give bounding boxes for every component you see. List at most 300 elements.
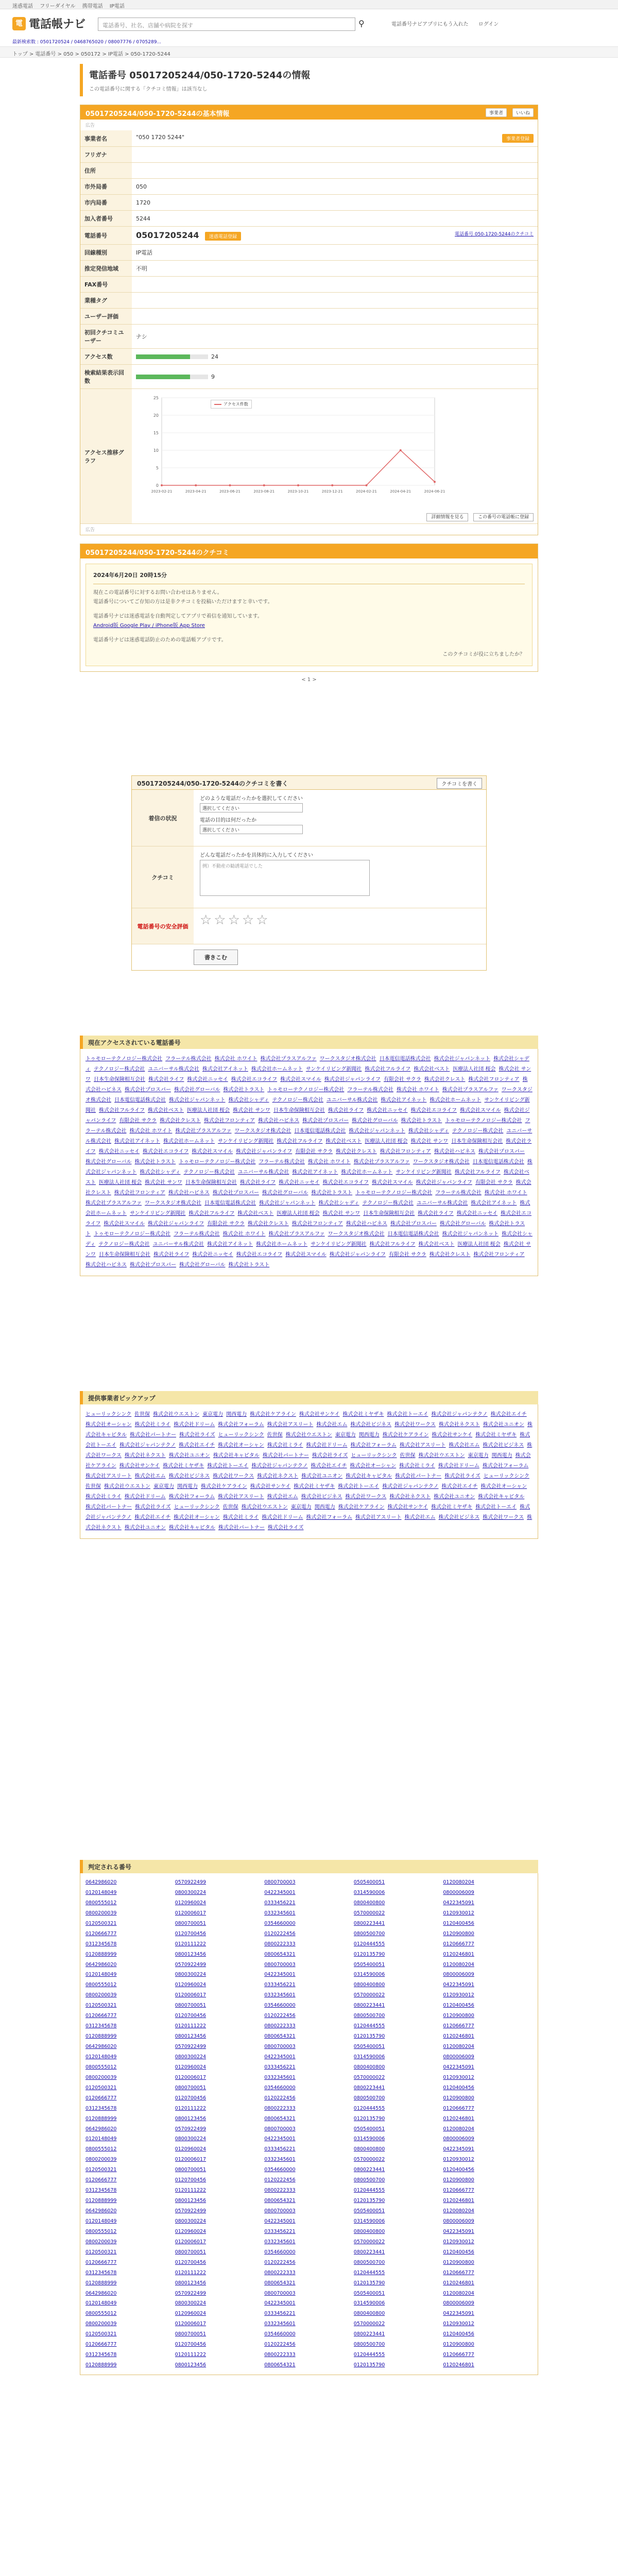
pickup-link[interactable]: 株式会社フォーラム: [350, 1443, 397, 1448]
recent-link[interactable]: 株式会社プロスパー: [478, 1149, 525, 1155]
pickup-link[interactable]: 株式会社ユニオン: [434, 1494, 475, 1500]
pickup-link[interactable]: 株式会社ミヤザキ: [294, 1484, 335, 1489]
recent-link[interactable]: 株式会社フルライフ: [99, 1108, 145, 1113]
checked-number-link[interactable]: 0120246801: [443, 2115, 474, 2122]
recent-link[interactable]: 株式会社プロスパー: [302, 1118, 349, 1124]
recent-link[interactable]: 株式会社ベスト: [85, 1170, 529, 1185]
recent-link[interactable]: 株式会社プラスアルファ: [260, 1056, 317, 1062]
checked-number-link[interactable]: 0120666777: [443, 2105, 474, 2111]
pickup-link[interactable]: ヒューリックシンク: [174, 1504, 220, 1510]
checked-number-link[interactable]: 0314590006: [353, 2054, 385, 2060]
recent-search-strip[interactable]: 最新検索数 : 0501720524 / 0468765020 / 08007776 / 0705289...: [12, 40, 162, 45]
recent-link[interactable]: ワークスタジオ株式会社: [234, 1128, 291, 1134]
pickup-link[interactable]: 株式会社エム: [267, 1494, 298, 1500]
recent-link[interactable]: 株式会社ベスト: [418, 1242, 455, 1247]
pickup-link[interactable]: 株式会社ライズ: [267, 1525, 304, 1531]
recent-link[interactable]: ユニバーサル株式会社: [326, 1097, 378, 1103]
checked-number-link[interactable]: 0505400051: [353, 2208, 385, 2214]
checked-number-link[interactable]: 0332345601: [264, 2074, 296, 2080]
checked-number-link[interactable]: 0642986020: [85, 1879, 117, 1885]
recent-link[interactable]: 有限会社 サクラ: [388, 1252, 426, 1258]
checked-number-link[interactable]: 0800555012: [85, 1900, 117, 1906]
checked-number-link[interactable]: 0422345091: [443, 2311, 474, 2317]
pickup-link[interactable]: 株式会社サンケイ: [432, 1432, 473, 1438]
recent-link[interactable]: 日本電信電話株式会社: [114, 1097, 166, 1103]
pickup-link[interactable]: 株式会社ユニオン: [124, 1525, 166, 1531]
recent-link[interactable]: ユニバーサル株式会社: [148, 1066, 199, 1072]
pickup-link[interactable]: 株式会社ドリーム: [262, 1515, 303, 1520]
recent-link[interactable]: 株式会社スマイル: [104, 1221, 145, 1227]
recent-link[interactable]: 医療法人社団 桜会: [277, 1211, 320, 1216]
recent-link[interactable]: 株式会社エコライフ: [236, 1252, 283, 1258]
pickup-link[interactable]: 株式会社アスリート: [399, 1443, 446, 1448]
recent-link[interactable]: 株式会社プラスアルファ: [268, 1231, 325, 1237]
pickup-link[interactable]: 株式会社ケアライン: [85, 1453, 531, 1469]
checked-number-link[interactable]: 0800006009: [443, 2054, 474, 2060]
checked-number-link[interactable]: 0800700003: [264, 1961, 296, 1968]
recent-link[interactable]: 株式会社フロンティア: [468, 1077, 520, 1082]
checked-number-link[interactable]: 0120500321: [85, 1920, 117, 1926]
checked-number-link[interactable]: 0570000022: [353, 1992, 385, 1998]
recent-link[interactable]: 株式会社ハピネス: [168, 1190, 210, 1196]
pickup-link[interactable]: 佐世保: [222, 1504, 238, 1510]
checked-number-link[interactable]: 0332345601: [264, 2157, 296, 2163]
recent-link[interactable]: 株式会社グローバル: [179, 1262, 226, 1268]
checked-number-link[interactable]: 0312345678: [85, 1941, 117, 1947]
checked-number-link[interactable]: 0800222333: [264, 2105, 296, 2111]
checked-number-link[interactable]: 0120148049: [85, 1889, 117, 1895]
pickup-link[interactable]: 株式会社パートナー: [218, 1525, 265, 1531]
checked-number-link[interactable]: 0800400800: [353, 2146, 385, 2153]
recent-link[interactable]: 株式会社シャディ: [318, 1200, 359, 1206]
pickup-link[interactable]: 株式会社アスリート: [267, 1422, 314, 1428]
checked-number-link[interactable]: 0800200039: [85, 2239, 117, 2245]
detail-button[interactable]: 詳細情報を見る: [426, 513, 468, 521]
checked-number-link[interactable]: 0800400800: [353, 1900, 385, 1906]
recent-link[interactable]: 株式会社 サンワ: [145, 1180, 182, 1185]
checked-number-link[interactable]: 0120400456: [443, 2167, 474, 2173]
checked-number-link[interactable]: 0120500321: [85, 2167, 117, 2173]
recent-link[interactable]: 株式会社ニッセイ: [98, 1149, 140, 1155]
recent-link[interactable]: フラーテル株式会社: [174, 1231, 220, 1237]
checked-number-link[interactable]: 0505400051: [353, 2126, 385, 2132]
recent-link[interactable]: 株式会社ホームネット: [85, 1200, 530, 1216]
recent-link[interactable]: 株式会社ジャパンネット: [169, 1097, 226, 1103]
checked-number-link[interactable]: 0120080204: [443, 1879, 474, 1885]
pickup-link[interactable]: 株式会社キャピタル: [213, 1453, 260, 1459]
checked-number-link[interactable]: 0800200039: [85, 1992, 117, 1998]
pickup-link[interactable]: 株式会社パートナー: [85, 1504, 132, 1510]
checked-number-link[interactable]: 0800222333: [264, 2188, 296, 2194]
checked-number-link[interactable]: 0314590006: [353, 1889, 385, 1895]
checked-number-link[interactable]: 0120888999: [85, 2280, 117, 2286]
recent-link[interactable]: 株式会社フロンティア: [473, 1252, 525, 1258]
checked-number-link[interactable]: 0800700003: [264, 2208, 296, 2214]
checked-number-link[interactable]: 0332345601: [264, 2321, 296, 2327]
checked-number-link[interactable]: 0312345678: [85, 2269, 117, 2276]
checked-number-link[interactable]: 0505400051: [353, 2044, 385, 2049]
checked-number-link[interactable]: 0800500700: [353, 2095, 385, 2101]
checked-number-link[interactable]: 0120666777: [85, 2259, 117, 2265]
pickup-link[interactable]: 株式会社ユニオン: [483, 1422, 524, 1428]
checked-number-link[interactable]: 0314590006: [353, 2218, 385, 2224]
pickup-link[interactable]: 株式会社オーシャン: [85, 1422, 132, 1428]
recent-link[interactable]: 株式会社スマイル: [372, 1180, 413, 1185]
pickup-link[interactable]: 株式会社ライズ: [135, 1504, 171, 1510]
checked-number-link[interactable]: 0800222333: [264, 1941, 296, 1947]
recent-link[interactable]: 株式会社トラスト: [85, 1221, 525, 1237]
pickup-link[interactable]: 株式会社ミライ: [222, 1515, 259, 1520]
checked-number-link[interactable]: 0120006017: [175, 2239, 207, 2245]
checked-number-link[interactable]: 0800400800: [353, 2228, 385, 2234]
pickup-link[interactable]: 株式会社ワークス: [345, 1494, 387, 1500]
recent-link[interactable]: 株式会社アイネット: [207, 1242, 253, 1247]
review-textarea[interactable]: 例）不動産の勧誘電話でした: [200, 860, 370, 896]
helpful-prompt[interactable]: このクチコミが役に立ちましたか？: [442, 651, 525, 657]
pickup-link[interactable]: 株式会社ジャパンテクノ: [431, 1412, 488, 1417]
recent-link[interactable]: 株式会社ライフ: [418, 1211, 454, 1216]
checked-number-link[interactable]: 0120960024: [175, 2146, 207, 2153]
checked-number-link[interactable]: 0120222456: [264, 2177, 296, 2183]
recent-link[interactable]: 日本生命保険相互会社: [363, 1211, 415, 1216]
recent-link[interactable]: サンケイリビング新聞社: [305, 1066, 362, 1072]
checked-number-link[interactable]: 0120930012: [443, 1910, 474, 1916]
pickup-link[interactable]: 株式会社オーシャン: [480, 1484, 527, 1489]
recent-link[interactable]: 株式会社スマイル: [460, 1108, 501, 1113]
checked-number-link[interactable]: 0333456221: [264, 1900, 296, 1906]
recent-link[interactable]: 日本生命保険相互会社: [273, 1108, 325, 1113]
checked-number-link[interactable]: 0800654321: [264, 2198, 296, 2204]
pickup-link[interactable]: 株式会社ネクスト: [389, 1494, 431, 1500]
checked-number-link[interactable]: 0422345091: [443, 2228, 474, 2234]
checked-number-link[interactable]: 0800700051: [175, 2003, 207, 2009]
checked-number-link[interactable]: 0120666777: [443, 2269, 474, 2276]
recent-link[interactable]: 株式会社プラスアルファ: [175, 1128, 232, 1134]
recent-link[interactable]: 株式会社トラスト: [311, 1190, 353, 1196]
checked-number-link[interactable]: 0505400051: [353, 1961, 385, 1968]
pickup-link[interactable]: 株式会社ネクスト: [85, 1515, 533, 1531]
checked-number-link[interactable]: 0120700456: [175, 1930, 207, 1937]
checked-number-link[interactable]: 0120222456: [264, 2342, 296, 2348]
pickup-link[interactable]: 株式会社ユニオン: [301, 1473, 343, 1479]
pickup-link[interactable]: 株式会社パートナー: [130, 1432, 176, 1438]
recent-link[interactable]: テクノロジー株式会社: [94, 1066, 145, 1072]
checked-number-link[interactable]: 0800654321: [264, 2362, 296, 2368]
recent-link[interactable]: 株式会社ジャパンライフ: [416, 1180, 472, 1185]
checked-number-link[interactable]: 0354660000: [264, 2249, 296, 2255]
pickup-link[interactable]: 株式会社エイチ: [311, 1463, 347, 1469]
recent-link[interactable]: テクノロジー株式会社: [183, 1170, 235, 1175]
recent-link[interactable]: ユニバーサル株式会社: [416, 1200, 468, 1206]
pickup-link[interactable]: 株式会社ケアライン: [250, 1412, 296, 1417]
checked-number-link[interactable]: 0120888999: [85, 2362, 117, 2368]
checked-number-link[interactable]: 0422345091: [443, 2064, 474, 2070]
checked-number-link[interactable]: 0120148049: [85, 1972, 117, 1978]
checked-number-link[interactable]: 0800200039: [85, 2157, 117, 2163]
recent-link[interactable]: 有限会社 サクラ: [119, 1118, 157, 1124]
checked-number-link[interactable]: 0312345678: [85, 2023, 117, 2029]
checked-number-link[interactable]: 0120222456: [264, 2095, 296, 2101]
pager[interactable]: < 1 >: [301, 676, 317, 683]
recent-link[interactable]: 株式会社フロンティア: [291, 1221, 343, 1227]
checked-number-link[interactable]: 0570000022: [353, 1910, 385, 1916]
recent-link[interactable]: 株式会社シャディ: [140, 1170, 181, 1175]
checked-number-link[interactable]: 0800654321: [264, 2280, 296, 2286]
pickup-link[interactable]: 株式会社ウエストン: [285, 1432, 332, 1438]
recent-link[interactable]: 株式会社ニッセイ: [279, 1180, 320, 1185]
checked-number-link[interactable]: 0120900800: [443, 2177, 474, 2183]
pickup-link[interactable]: 東京電力: [202, 1412, 224, 1417]
checked-number-link[interactable]: 0120500321: [85, 2331, 117, 2337]
pickup-link[interactable]: 株式会社ライズ: [312, 1453, 348, 1459]
checked-number-link[interactable]: 0120400456: [443, 2249, 474, 2255]
pickup-link[interactable]: 株式会社サンケイ: [250, 1484, 291, 1489]
checked-number-link[interactable]: 0120960024: [175, 2228, 207, 2234]
checked-number-link[interactable]: 0120444555: [353, 2023, 385, 2029]
checked-number-link[interactable]: 0120666777: [443, 2352, 474, 2358]
checked-number-link[interactable]: 0120888999: [85, 2033, 117, 2040]
checked-number-link[interactable]: 0120148049: [85, 2218, 117, 2224]
recent-link[interactable]: 株式会社 サンワ: [85, 1242, 531, 1258]
checked-number-link[interactable]: 0800222333: [264, 2269, 296, 2276]
recent-link[interactable]: トゥモローテクノロジー株式会社: [94, 1231, 171, 1237]
checked-number-link[interactable]: 0120222456: [264, 2259, 296, 2265]
pickup-link[interactable]: 関西電力: [358, 1432, 380, 1438]
checked-number-link[interactable]: 0120400456: [443, 2003, 474, 2009]
checked-number-link[interactable]: 0505400051: [353, 1879, 385, 1885]
checked-number-link[interactable]: 0570000022: [353, 2239, 385, 2245]
checked-number-link[interactable]: 0354660000: [264, 2003, 296, 2009]
pickup-link[interactable]: 株式会社ネクスト: [257, 1473, 299, 1479]
pickup-link[interactable]: 株式会社トーエイ: [338, 1484, 380, 1489]
pickup-link[interactable]: 東京電力: [290, 1504, 312, 1510]
checked-number-link[interactable]: 0800700003: [264, 1879, 296, 1885]
recent-link[interactable]: 株式会社ハピネス: [346, 1221, 387, 1227]
search-input[interactable]: 電話番号、社名、店舗や病院を探す: [98, 18, 355, 31]
recent-link[interactable]: 株式会社ライフ: [328, 1108, 364, 1113]
breadcrumb[interactable]: トップ > 電話番号 > 050 > 050172 > IP電話 > 050-1720-5244: [0, 46, 618, 58]
recent-link[interactable]: フラーテル株式会社: [259, 1159, 305, 1165]
recent-link[interactable]: 株式会社グローバル: [439, 1221, 486, 1227]
recent-link[interactable]: サンケイリビング新聞社: [311, 1242, 367, 1247]
recent-link[interactable]: トゥモローテクノロジー株式会社: [355, 1190, 433, 1196]
pickup-link[interactable]: 株式会社ウエストン: [153, 1412, 200, 1417]
recent-link[interactable]: テクノロジー株式会社: [98, 1242, 150, 1247]
checked-number-link[interactable]: 0570922499: [175, 1879, 207, 1885]
pickup-link[interactable]: 株式会社ワークス: [483, 1515, 524, 1520]
checked-number-link[interactable]: 0800123456: [175, 2280, 207, 2286]
pickup-link[interactable]: 株式会社ビジネス: [350, 1422, 392, 1428]
recent-link[interactable]: 株式会社フロンティア: [114, 1190, 165, 1196]
pickup-link[interactable]: 株式会社ミヤザキ: [475, 1432, 517, 1438]
recent-link[interactable]: 株式会社トラスト: [401, 1118, 442, 1124]
pickup-link[interactable]: 東京電力: [468, 1453, 489, 1459]
checked-number-link[interactable]: 0120006017: [175, 2074, 207, 2080]
recent-link[interactable]: 株式会社アイネット: [471, 1200, 517, 1206]
checked-number-link[interactable]: 0120700456: [175, 2259, 207, 2265]
checked-number-link[interactable]: 0422345091: [443, 1982, 474, 1988]
pickup-link[interactable]: 関西電力: [177, 1484, 198, 1489]
checked-number-link[interactable]: 0570000022: [353, 2321, 385, 2327]
recent-link[interactable]: 株式会社ホームネット: [341, 1170, 393, 1175]
checked-number-link[interactable]: 0120666777: [443, 2023, 474, 2029]
recent-link[interactable]: 株式会社グローバル: [262, 1190, 308, 1196]
topstrip-link[interactable]: IP電話: [109, 4, 125, 9]
pickup-link[interactable]: 株式会社トーエイ: [85, 1432, 530, 1448]
checked-number-link[interactable]: 0120666777: [85, 2342, 117, 2348]
checked-number-link[interactable]: 0314590006: [353, 2300, 385, 2307]
recent-link[interactable]: ユニバーサル株式会社: [237, 1170, 289, 1175]
recent-link[interactable]: 株式会社アイネット: [381, 1097, 427, 1103]
app-store-link[interactable]: Android版 Google Play / iPhone版 App Store: [93, 622, 205, 629]
checked-number-link[interactable]: 0120444555: [353, 2269, 385, 2276]
checked-number-link[interactable]: 0800006009: [443, 2218, 474, 2224]
checked-number-link[interactable]: 0333456221: [264, 1982, 296, 1988]
checked-number-link[interactable]: 0800006009: [443, 2300, 474, 2307]
checked-number-link[interactable]: 0570922499: [175, 2290, 207, 2296]
checked-number-link[interactable]: 0800223441: [353, 2084, 385, 2091]
checked-number-link[interactable]: 0422345001: [264, 2218, 296, 2224]
checked-number-link[interactable]: 0120900800: [443, 2342, 474, 2348]
checked-number-link[interactable]: 0120900800: [443, 2095, 474, 2101]
recent-link[interactable]: 株式会社クレスト: [429, 1252, 471, 1258]
checked-number-link[interactable]: 0422345091: [443, 2146, 474, 2153]
recent-link[interactable]: 株式会社 サンワ: [233, 1108, 270, 1113]
recent-link[interactable]: 株式会社エコライフ: [85, 1211, 531, 1227]
checked-number-link[interactable]: 0312345678: [85, 2188, 117, 2194]
recent-link[interactable]: 株式会社ベスト: [325, 1139, 362, 1144]
recent-link[interactable]: 日本生命保険相互会社: [451, 1139, 503, 1144]
checked-number-link[interactable]: 0800123456: [175, 1951, 207, 1957]
pickup-link[interactable]: 株式会社ミライ: [267, 1443, 303, 1448]
checked-number-link[interactable]: 0800500700: [353, 2013, 385, 2019]
checked-number-link[interactable]: 0800300224: [175, 1889, 207, 1895]
pickup-link[interactable]: 関西電力: [491, 1453, 512, 1459]
recent-link[interactable]: 日本電信電話株式会社: [204, 1200, 256, 1206]
checked-number-link[interactable]: 0800123456: [175, 2198, 207, 2204]
recent-link[interactable]: 株式会社ジャパンネット: [349, 1128, 405, 1134]
pickup-link[interactable]: 株式会社アスリート: [85, 1473, 132, 1479]
checked-number-link[interactable]: 0120246801: [443, 2280, 474, 2286]
recent-link[interactable]: 株式会社ホームネット: [256, 1242, 308, 1247]
pickup-link[interactable]: 株式会社ミライ: [134, 1422, 171, 1428]
checked-number-link[interactable]: 0120006017: [175, 2321, 207, 2327]
checked-number-link[interactable]: 0120500321: [85, 2003, 117, 2009]
recent-link[interactable]: 株式会社プラスアルファ: [85, 1200, 142, 1206]
app-link[interactable]: 電話番号ナビアプリにもう入れた: [391, 22, 469, 27]
checked-number-link[interactable]: 0800400800: [353, 1982, 385, 1988]
pickup-link[interactable]: 株式会社ミライ: [85, 1494, 122, 1500]
recent-link[interactable]: 株式会社グローバル: [352, 1118, 398, 1124]
recent-link[interactable]: サンケイリビング新聞社: [218, 1139, 274, 1144]
pickup-link[interactable]: 株式会社オーシャン: [350, 1463, 397, 1469]
pickup-link[interactable]: 株式会社ワークス: [394, 1422, 436, 1428]
checked-number-link[interactable]: 0800654321: [264, 2115, 296, 2122]
pickup-link[interactable]: 株式会社オーシャン: [174, 1515, 220, 1520]
checked-number-link[interactable]: 0422345001: [264, 1972, 296, 1978]
pickup-link[interactable]: 株式会社ネクスト: [438, 1422, 480, 1428]
recent-link[interactable]: テクノロジー株式会社: [362, 1200, 414, 1206]
checked-number-link[interactable]: 0332345601: [264, 2239, 296, 2245]
recent-link[interactable]: 株式会社ジャパンライフ: [148, 1221, 204, 1227]
checked-number-link[interactable]: 0800006009: [443, 1972, 474, 1978]
rating-stars[interactable]: ☆☆☆☆☆: [200, 912, 270, 928]
checked-number-link[interactable]: 0120135790: [353, 2280, 385, 2286]
checked-number-link[interactable]: 0800500700: [353, 2259, 385, 2265]
checked-number-link[interactable]: 0120930012: [443, 2321, 474, 2327]
checked-number-link[interactable]: 0800222333: [264, 2352, 296, 2358]
checked-number-link[interactable]: 0642986020: [85, 2126, 117, 2132]
pickup-link[interactable]: 株式会社エム: [449, 1443, 480, 1448]
checked-number-link[interactable]: 0120888999: [85, 2115, 117, 2122]
checked-number-link[interactable]: 0800700051: [175, 2167, 207, 2173]
checked-number-link[interactable]: 0120135790: [353, 2033, 385, 2040]
recent-link[interactable]: トゥモローテクノロジー株式会社: [85, 1056, 163, 1062]
recent-link[interactable]: 株式会社ハピネス: [258, 1118, 300, 1124]
recent-link[interactable]: 株式会社ベスト: [237, 1211, 274, 1216]
recent-link[interactable]: 株式会社ホームネット: [430, 1097, 482, 1103]
recent-link[interactable]: 株式会社トラスト: [228, 1262, 270, 1268]
recent-link[interactable]: 株式会社シャディ: [228, 1097, 269, 1103]
checked-number-link[interactable]: 0120400456: [443, 1920, 474, 1926]
recent-link[interactable]: フラーテル株式会社: [165, 1056, 212, 1062]
recent-link[interactable]: 株式会社フルライフ: [369, 1242, 416, 1247]
pickup-link[interactable]: 株式会社ビジネス: [301, 1494, 342, 1500]
checked-number-link[interactable]: 0120700456: [175, 2342, 207, 2348]
checked-number-link[interactable]: 0333456221: [264, 2064, 296, 2070]
checked-number-link[interactable]: 0120135790: [353, 2115, 385, 2122]
recent-link[interactable]: 株式会社エコライフ: [410, 1108, 457, 1113]
recent-link[interactable]: 株式会社スマイル: [192, 1149, 233, 1155]
recent-link[interactable]: 医療法人社団 桜会: [99, 1180, 142, 1185]
checked-number-link[interactable]: 0120666777: [85, 1930, 117, 1937]
recent-link[interactable]: 日本生命保険相互会社: [99, 1252, 150, 1258]
checked-number-link[interactable]: 0120006017: [175, 1992, 207, 1998]
checked-number-link[interactable]: 0800700051: [175, 2331, 207, 2337]
pickup-link[interactable]: 関西電力: [226, 1412, 247, 1417]
recent-link[interactable]: サンケイリビング新聞社: [130, 1211, 186, 1216]
pickup-link[interactable]: 株式会社エイチ: [490, 1412, 527, 1417]
recent-link[interactable]: 医療法人社団 桜会: [365, 1139, 408, 1144]
recent-link[interactable]: 株式会社フルライフ: [365, 1066, 411, 1072]
checked-number-link[interactable]: 0120700456: [175, 2013, 207, 2019]
checked-number-link[interactable]: 0332345601: [264, 1992, 296, 1998]
recent-link[interactable]: 医療法人社団 桜会: [187, 1108, 230, 1113]
site-logo[interactable]: [12, 15, 85, 31]
checked-number-link[interactable]: 0570922499: [175, 1961, 207, 1968]
pickup-link[interactable]: 株式会社エイチ: [179, 1443, 215, 1448]
pickup-link[interactable]: 株式会社アスリート: [218, 1494, 264, 1500]
checked-number-link[interactable]: 0120006017: [175, 1910, 207, 1916]
pickup-link[interactable]: 株式会社パートナー: [262, 1453, 309, 1459]
checked-number-link[interactable]: 0422345001: [264, 2054, 296, 2060]
recent-link[interactable]: ワークスタジオ株式会社: [85, 1087, 533, 1103]
checked-number-link[interactable]: 0120246801: [443, 2033, 474, 2040]
checked-number-link[interactable]: 0120700456: [175, 2095, 207, 2101]
pickup-link[interactable]: 株式会社トーエイ: [475, 1504, 517, 1510]
checked-number-link[interactable]: 0120900800: [443, 2013, 474, 2019]
recent-link[interactable]: ワークスタジオ株式会社: [328, 1231, 385, 1237]
recent-link[interactable]: 株式会社ジャパンライフ: [85, 1108, 530, 1124]
checked-number-link[interactable]: 0354660000: [264, 2084, 296, 2091]
checked-number-link[interactable]: 0120960024: [175, 2064, 207, 2070]
recent-link[interactable]: テクノロジー株式会社: [452, 1128, 504, 1134]
checked-number-link[interactable]: 0120222456: [264, 2013, 296, 2019]
recent-link[interactable]: 株式会社ホームネット: [251, 1066, 303, 1072]
recent-link[interactable]: 株式会社ジャパンライフ: [329, 1252, 386, 1258]
recent-link[interactable]: 株式会社スマイル: [280, 1077, 321, 1082]
pickup-link[interactable]: 株式会社フォーラム: [168, 1494, 215, 1500]
